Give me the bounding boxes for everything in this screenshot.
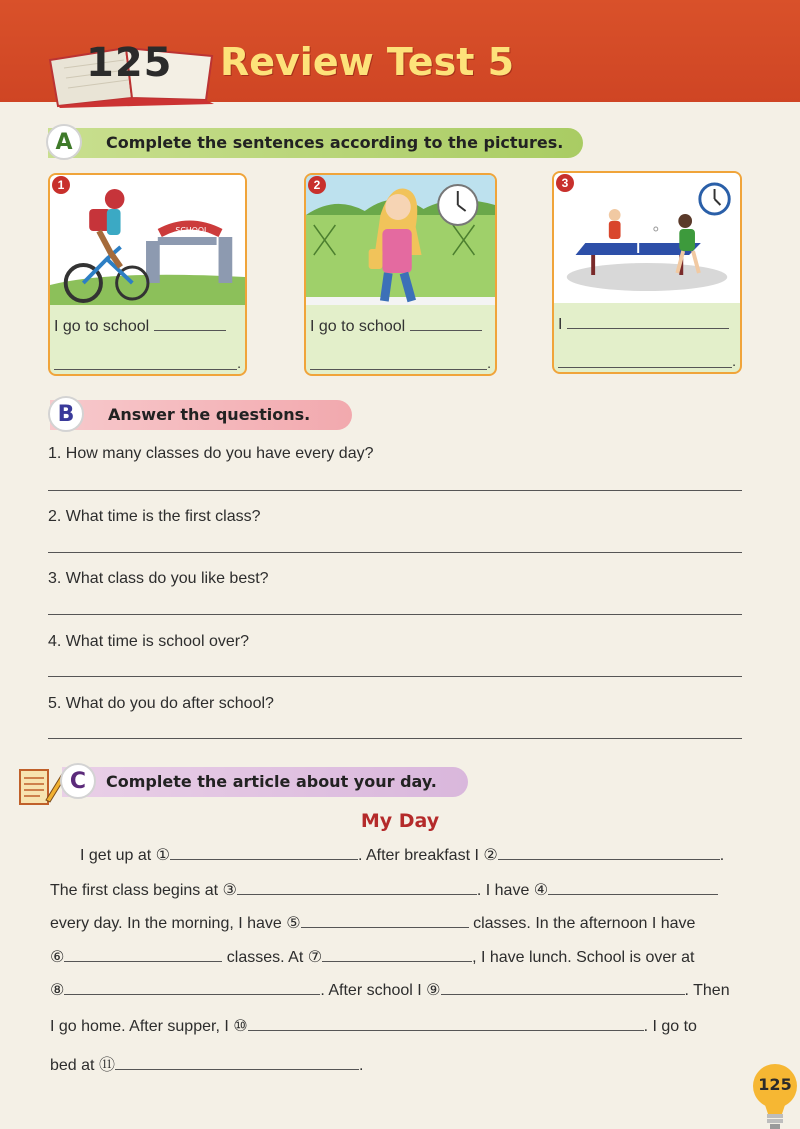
answer-blank[interactable]: [64, 948, 222, 962]
card-period: .: [487, 355, 491, 371]
boy-cycling-to-school-image: [50, 175, 245, 305]
answer-line[interactable]: [558, 367, 732, 368]
article-title: My Day: [360, 810, 440, 832]
blank-number: ⑩: [233, 1016, 248, 1035]
answer-line[interactable]: [54, 369, 237, 370]
section-c-letter: C: [60, 763, 96, 799]
answer-blank[interactable]: [115, 1056, 359, 1070]
card-number: 3: [556, 174, 574, 192]
section-a-banner: [48, 128, 583, 158]
answer-blank[interactable]: [154, 317, 226, 331]
answer-line-3[interactable]: [48, 614, 742, 615]
article-text: I go home. After supper, I: [50, 1018, 234, 1035]
article-text: classes. At: [222, 949, 308, 966]
blank-number: ③: [222, 880, 237, 899]
article-text: every day. In the morning, I have: [50, 915, 287, 932]
question-3: 3. What class do you like best?: [48, 570, 269, 587]
article-text: .: [358, 1057, 364, 1074]
answer-line-5[interactable]: [48, 738, 742, 739]
question-4: 4. What time is school over?: [48, 633, 249, 650]
article-text: The first class begins at: [50, 882, 223, 899]
lesson-number: 125: [86, 40, 173, 86]
answer-blank[interactable]: [548, 881, 718, 895]
blank-number: ⑧: [50, 980, 65, 999]
article-line-7: [50, 1052, 747, 1076]
answer-blank[interactable]: [170, 846, 358, 860]
card-sentence: I go to school: [54, 318, 150, 335]
article-text: . After school I: [320, 982, 427, 999]
section-c-banner: [62, 767, 468, 797]
blank-number: ⑨: [426, 980, 441, 999]
card-number: 1: [52, 176, 70, 194]
answer-line-2[interactable]: [48, 552, 742, 553]
article-text: . I have: [476, 882, 534, 899]
card-number: 2: [308, 176, 326, 194]
answer-blank[interactable]: [410, 317, 482, 331]
article-text: . Then: [684, 982, 730, 999]
answer-blank[interactable]: [301, 914, 469, 928]
blank-number: ⑤: [286, 913, 301, 932]
section-b-instruction: Answer the questions.: [108, 405, 311, 424]
blank-number: ⑪: [98, 1055, 115, 1074]
article-line-3: [50, 913, 747, 937]
answer-blank[interactable]: [237, 881, 477, 895]
article-line-5: [50, 980, 747, 1004]
article-text: . I go to: [643, 1018, 697, 1035]
article-line-1: [50, 845, 747, 869]
page-number: 125: [758, 1075, 792, 1094]
picture-card-2: [304, 173, 497, 376]
girl-walking-to-school-image: [306, 175, 495, 305]
answer-line-4[interactable]: [48, 676, 742, 677]
section-b-banner: [50, 400, 352, 430]
lightbulb-icon: [752, 1062, 798, 1129]
article-text: , I have lunch. School is over at: [472, 949, 695, 966]
section-a-instruction: Complete the sentences according to the pictures.: [106, 133, 564, 152]
answer-blank[interactable]: [498, 846, 720, 860]
article-line-4: [50, 947, 747, 971]
section-b-letter: B: [48, 396, 84, 432]
article-text: bed at: [50, 1057, 99, 1074]
blank-number: ④: [533, 880, 549, 899]
article-line-6: [50, 1016, 747, 1040]
section-c-instruction: Complete the article about your day.: [106, 772, 437, 791]
picture-card-3: [552, 171, 742, 374]
article-line-2: [50, 880, 747, 904]
article-text: .: [719, 847, 725, 864]
answer-blank[interactable]: [441, 981, 685, 995]
section-a-letter: A: [46, 124, 82, 160]
answer-blank[interactable]: [322, 948, 472, 962]
blank-number: ①: [155, 845, 170, 864]
picture-card-1: [48, 173, 247, 376]
blank-number: ⑥: [50, 947, 65, 966]
article-text: classes. In the afternoon I have: [468, 915, 696, 932]
article-text: I get up at: [80, 847, 156, 864]
blank-number: ⑦: [307, 947, 323, 966]
question-1: 1. How many classes do you have every day?: [48, 445, 374, 462]
table-tennis-image: [554, 173, 740, 303]
blank-number: ②: [483, 845, 498, 864]
answer-line-1[interactable]: [48, 490, 742, 491]
answer-blank[interactable]: [248, 1017, 644, 1031]
card-sentence: I go to school: [310, 318, 406, 335]
card-sentence: I: [558, 316, 563, 333]
question-2: 2. What time is the first class?: [48, 508, 261, 525]
page-title: Review Test 5: [220, 40, 515, 84]
card-period: .: [237, 355, 241, 371]
answer-blank[interactable]: [567, 315, 729, 329]
article-text: . After breakfast I: [357, 847, 484, 864]
answer-line[interactable]: [310, 369, 487, 370]
school-sign-text: SCHOOL: [175, 225, 209, 236]
question-5: 5. What do you do after school?: [48, 695, 274, 712]
card-period: .: [732, 353, 736, 369]
answer-blank[interactable]: [64, 981, 320, 995]
